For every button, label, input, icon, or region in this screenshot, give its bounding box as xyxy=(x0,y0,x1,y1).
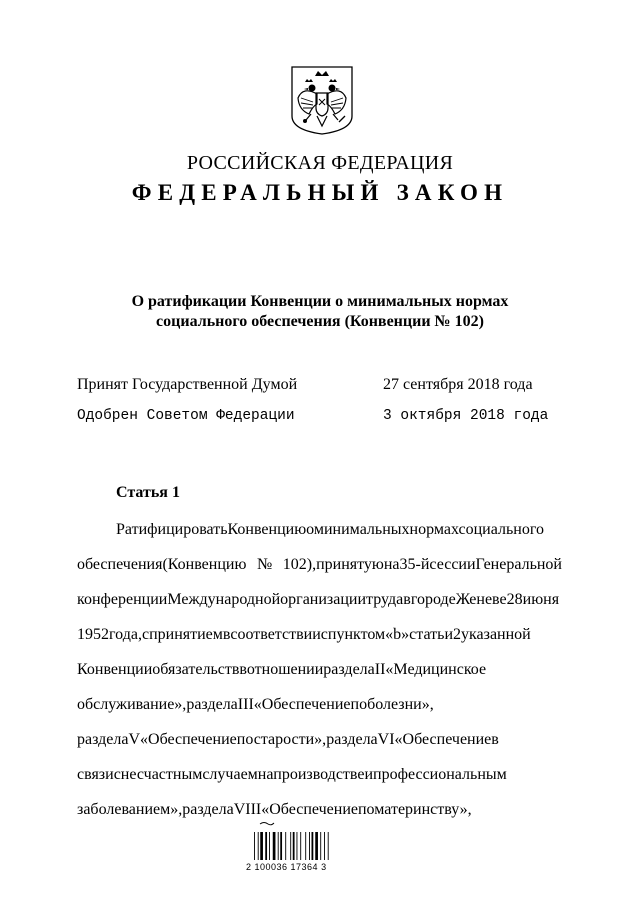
article-line: обслуживание»,разделаIII«Обеспечениепоболезни», xyxy=(77,696,434,713)
law-title-line: социального обеспечения (Конвенции № 102) xyxy=(156,313,484,330)
coat-of-arms-emblem xyxy=(289,64,355,136)
article-line: 1952года,спринятиемвсоответствииспунктом«b»статьи2указанной xyxy=(77,626,531,643)
duma-adoption-label: Принят Государственной Думой xyxy=(77,376,298,393)
barcode-number: 2 100036 17364 3 xyxy=(246,862,327,872)
article-line: заболеванием»,разделаVIII«Обеспечениепоматеринству», xyxy=(77,801,472,818)
barcode xyxy=(250,822,360,884)
country-name: РОССИЙСКАЯ ФЕДЕРАЦИЯ xyxy=(186,152,454,174)
article-line: конференцииМеждународнойорганизациитрудавгородеЖеневе28июня xyxy=(77,591,560,608)
law-title xyxy=(0,292,640,332)
duma-adoption-date: 27 сентября 2018 года xyxy=(383,376,533,393)
article-line: КонвенцииобязательстввотношенииразделаII«Медицинское xyxy=(77,661,487,678)
article-line: связиснесчастнымслучаемнапроизводствеипрофессиональным xyxy=(77,766,507,783)
article-body xyxy=(77,512,562,827)
article-line: РатифицироватьКонвенциюоминимальныхнормахсоциального xyxy=(116,521,544,538)
article-line: обеспечения(Конвенцию№102),принятуюна35-йсессииГенеральной xyxy=(77,556,562,573)
council-approval-label: Одобрен Советом Федерации xyxy=(77,408,295,424)
document-type: ФЕДЕРАЛЬНЫЙ ЗАКОН xyxy=(131,180,509,205)
law-title-line: О ратификации Конвенции о минимальных нормах xyxy=(131,293,509,310)
article-heading: Статья 1 xyxy=(116,484,180,501)
council-approval-date: 3 октября 2018 года xyxy=(383,408,549,424)
article-line: разделаV«Обеспечениепостарости»,разделаVI«Обеспечениев xyxy=(77,731,499,748)
